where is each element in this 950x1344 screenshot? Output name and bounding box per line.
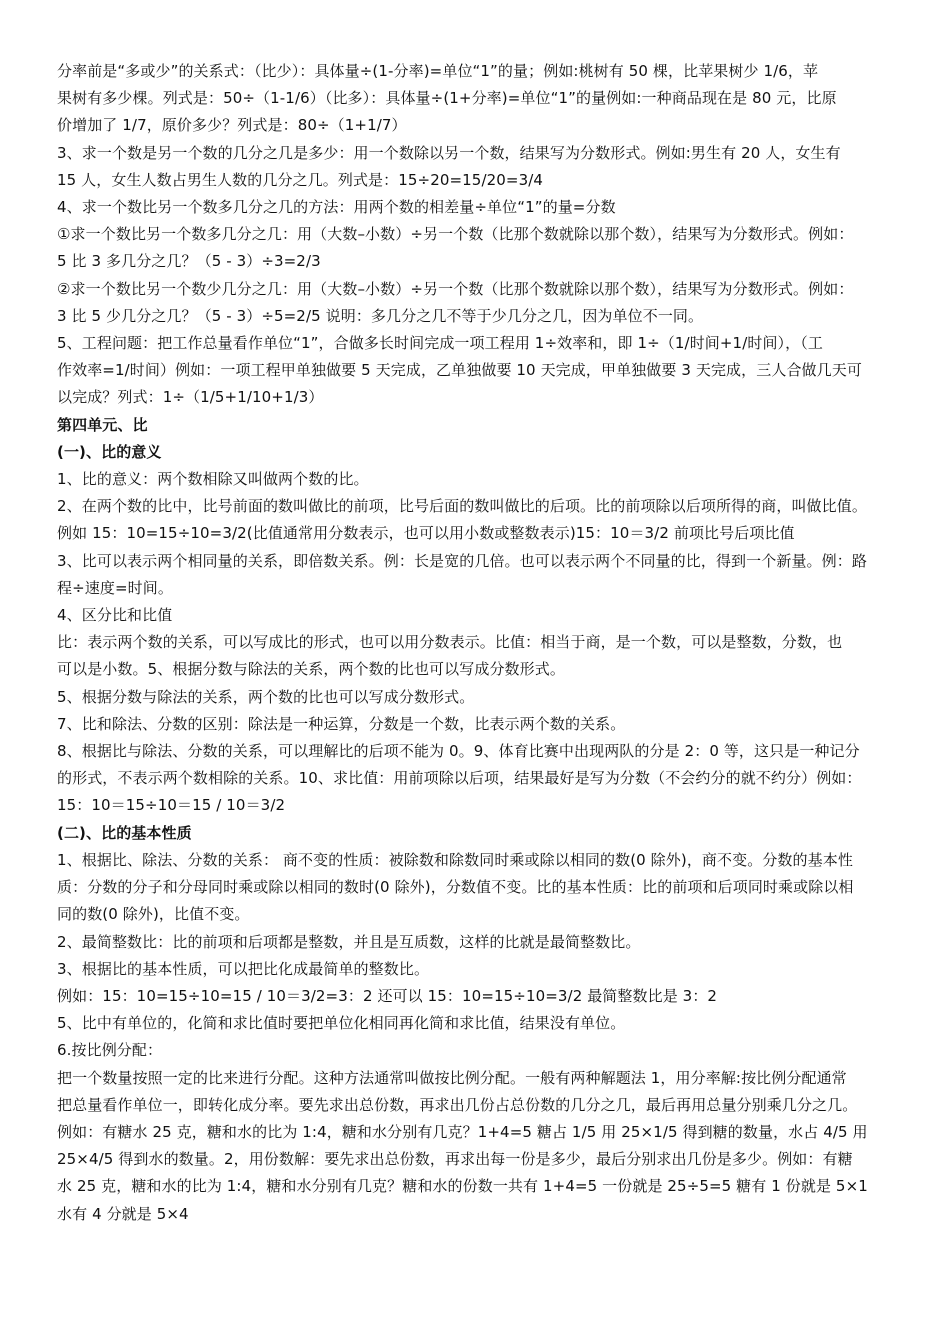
text-line: 4、区分比和比值 [57,606,173,625]
text-line: 果树有多少棵。列式是：50÷（1-1/6）（比多）：具体量÷(1+分率)=单位“1”的量例如:一种商品现在是 80 元，比原 [57,89,837,108]
text-line: 6.按比例分配： [57,1041,163,1060]
text-line: 例如：有糖水 25 克，糖和水的比为 1:4，糖和水分别有几克？1+4=5 糖占 1/5 用 25×1/5 得到糖的数量，水占 4/5 用 [57,1122,868,1141]
text-line: 把一个数量按照一定的比来进行分配。这种方法通常叫做按比例分配。一般有两种解题法 1，用分率解:按比例分配通常 [57,1068,847,1087]
text-line: 把总量看作单位一，即转化成分率。要先求出总份数，再求出几份占总份数的几分之几，最后再用总量分别乘几分之几。 [57,1095,858,1114]
text-line: 5 比 3 多几分之几？（5 - 3）÷3=2/3 [57,252,321,271]
text-line: 2、最简整数比：比的前项和后项都是整数，并且是互质数，这样的比就是最简整数比。 [57,932,641,951]
section-heading: 第四单元、比 [57,415,148,434]
section-heading: (一)、比的意义 [57,442,162,461]
text-line: 3 比 5 少几分之几？（5 - 3）÷5=2/5 说明：多几分之几不等于少几分之几，因为单位不一同。 [57,306,704,325]
text-line: 25×4/5 得到水的数量。2，用份数解：要先求出总份数，再求出每一份是多少，最后分别求出几份是多少。例如：有糖 [57,1150,853,1169]
text-line: 3、求一个数是另一个数的几分之几是多少：用一个数除以另一个数，结果写为分数形式。例如:男生有 20 人，女生有 [57,143,841,162]
text-line: 例如：15：10=15÷10=15 / 10＝3/2=3：2 还可以 15：10=15÷10=3/2 最简整数比是 3：2 [57,986,718,1005]
text-line: 4、求一个数比另一个数多几分之几的方法：用两个数的相差量÷单位“1”的量=分数 [57,198,616,217]
text-line: ②求一个数比另一个数少几分之几：用（大数–小数）÷另一个数（比那个数就除以那个数），结果写为分数形式。例如： [57,279,854,298]
text-line: 7、比和除法、分数的区别：除法是一种运算，分数是一个数，比表示两个数的关系。 [57,714,626,733]
text-line: ①求一个数比另一个数多几分之几：用（大数–小数）÷另一个数（比那个数就除以那个数），结果写为分数形式。例如： [57,225,854,244]
text-line: 8、根据比与除法、分数的关系，可以理解比的后项不能为 0。9、体育比赛中出现两队的分是 2：0 等，这只是一种记分 [57,742,860,761]
text-line: 同的数(0 除外)，比值不变。 [57,905,250,924]
text-line: 1、比的意义：两个数相除又叫做两个数的比。 [57,470,369,489]
text-line: 1、根据比、除法、分数的关系： 商不变的性质：被除数和除数同时乘或除以相同的数(0 除外)，商不变。分数的基本性 [57,850,853,869]
text-line: 比：表示两个数的关系，可以写成比的形式，也可以用分数表示。比值：相当于商，是一个数，可以是整数，分数，也 [57,633,843,652]
text-line: 3、比可以表示两个相同量的关系，即倍数关系。例：长是宽的几倍。也可以表示两个不同量的比，得到一个新量。例：路 [57,551,867,570]
text-line: 2、在两个数的比中，比号前面的数叫做比的前项，比号后面的数叫做比的后项。比的前项除以后项所得的商，叫做比值。 [57,497,867,516]
text-line: 分率前是“多或少”的关系式：（比少）：具体量÷(1-分率)=单位“1”的量；例如:桃树有 50 棵，比苹果树少 1/6，苹 [57,62,819,80]
text-line: 3、根据比的基本性质，可以把比化成最简单的整数比。 [57,959,430,978]
text-line: 5、根据分数与除法的关系，两个数的比也可以写成分数形式。 [57,687,475,706]
text-line: 程÷速度=时间。 [57,578,173,597]
text-line: 水有 4 分就是 5×4 [57,1204,189,1223]
text-line: 的形式，不表示两个数相除的关系。10、求比值：用前项除以后项，结果最好是写为分数（不会约分的就不约分）例如： [57,769,862,788]
text-line: 质：分数的分子和分母同时乘或除以相同的数时(0 除外)，分数值不变。比的基本性质：比的前项和后项同时乘或除以相 [57,878,854,897]
text-line: 5、比中有单位的，化简和求比值时要把单位化相同再化简和求比值，结果没有单位。 [57,1014,626,1033]
text-line: 15 人，女生人数占男生人数的几分之几。列式是：15÷20=15/20=3/4 [57,170,544,189]
section-heading: (二)、比的基本性质 [57,823,192,842]
text-line: 作效率=1/时间）例如：一项工程甲单独做要 5 天完成，乙单独做要 10 天完成，甲单独做要 3 天完成，三人合做几天可 [57,361,862,380]
text-line: 15：10＝15÷10＝15 / 10＝3/2 [57,796,286,815]
text-line: 可以是小数。5、根据分数与除法的关系，两个数的比也可以写成分数形式。 [57,660,565,679]
text-line: 例如 15：10=15÷10=3/2(比值通常用分数表示，也可以用小数或整数表示)15：10＝3/2 前项比号后项比值 [57,524,795,543]
text-line: 水 25 克，糖和水的比为 1:4，糖和水分别有几克？糖和水的份数一共有 1+4=5 一份就是 25÷5=5 糖有 1 份就是 5×1 [57,1177,868,1196]
text-line: 价增加了 1/7，原价多少？列式是：80÷（1+1/7） [57,116,407,135]
text-line: 以完成？列式：1÷（1/5+1/10+1/3） [57,388,324,407]
text-line: 5、工程问题：把工作总量看作单位“1”，合做多长时间完成一项工程用 1÷效率和，即 1÷（1/时间+1/时间），（工 [57,334,823,353]
